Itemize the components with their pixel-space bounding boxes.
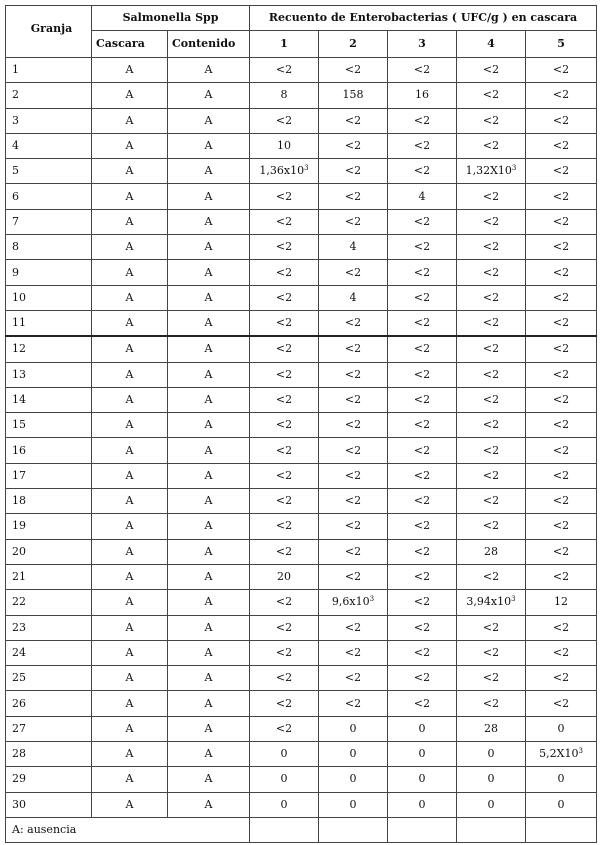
- cascara-cell: A: [92, 387, 168, 412]
- value-cell: <2: [319, 58, 388, 83]
- cascara-cell: A: [92, 489, 168, 514]
- footnote-empty-cell: [388, 817, 457, 842]
- granja-cell: 24: [6, 640, 92, 665]
- value-cell: <2: [319, 438, 388, 463]
- value-cell: <2: [388, 640, 457, 665]
- value-cell: <2: [457, 285, 526, 310]
- value-cell: <2: [250, 108, 319, 133]
- cascara-cell: A: [92, 564, 168, 589]
- footnote-row: [6, 817, 597, 842]
- granja-cell: 10: [6, 285, 92, 310]
- granja-cell: 28: [6, 742, 92, 767]
- contenido-cell: A: [168, 792, 250, 817]
- table-row: [6, 184, 597, 209]
- value-cell: <2: [526, 209, 597, 234]
- value-cell: <2: [526, 108, 597, 133]
- value-cell: <2: [388, 235, 457, 260]
- table-row: [6, 640, 597, 665]
- value-cell: 0: [319, 792, 388, 817]
- granja-cell: 16: [6, 438, 92, 463]
- value-cell: <2: [250, 362, 319, 387]
- value-cell: <2: [457, 83, 526, 108]
- value-cell: <2: [457, 564, 526, 589]
- value-cell: <2: [457, 463, 526, 488]
- table-row: [6, 310, 597, 336]
- value-cell: 158: [319, 83, 388, 108]
- granja-cell: 21: [6, 564, 92, 589]
- value-cell: <2: [319, 413, 388, 438]
- granja-cell: 6: [6, 184, 92, 209]
- contenido-cell: A: [168, 58, 250, 83]
- value-cell: 4: [319, 235, 388, 260]
- table-row: [6, 285, 597, 310]
- contenido-cell: A: [168, 742, 250, 767]
- value-cell: 16: [388, 83, 457, 108]
- table-row: [6, 209, 597, 234]
- value-cell: <2: [526, 413, 597, 438]
- value-cell: <2: [250, 209, 319, 234]
- value-cell: <2: [319, 514, 388, 539]
- value-cell: <2: [319, 691, 388, 716]
- header-row-groups: [6, 6, 597, 31]
- value-cell: <2: [457, 615, 526, 640]
- value-cell: $5,2X10^3$: [526, 742, 597, 767]
- cascara-cell: A: [92, 260, 168, 285]
- value-cell: <2: [457, 336, 526, 362]
- contenido-cell: A: [168, 640, 250, 665]
- value-cell: <2: [388, 260, 457, 285]
- contenido-cell: A: [168, 716, 250, 741]
- contenido-cell: A: [168, 209, 250, 234]
- value-cell: <2: [526, 83, 597, 108]
- cascara-cell: A: [92, 716, 168, 741]
- table-row: [6, 133, 597, 158]
- cascara-cell: A: [92, 792, 168, 817]
- contenido-cell: A: [168, 387, 250, 412]
- table-row: [6, 362, 597, 387]
- granja-cell: 23: [6, 615, 92, 640]
- value-cell: <2: [526, 285, 597, 310]
- value-cell: 0: [526, 716, 597, 741]
- granja-cell: 13: [6, 362, 92, 387]
- value-cell: <2: [457, 387, 526, 412]
- granja-cell: 27: [6, 716, 92, 741]
- value-cell: $9,6x10^3$: [319, 590, 388, 615]
- value-cell: <2: [319, 615, 388, 640]
- value-cell: 0: [457, 767, 526, 792]
- header-col-3: 3: [388, 31, 457, 58]
- value-cell: <2: [388, 615, 457, 640]
- value-cell: <2: [526, 640, 597, 665]
- value-cell: 8: [250, 83, 319, 108]
- value-cell: <2: [388, 590, 457, 615]
- cascara-cell: A: [92, 184, 168, 209]
- header-cascara: Cascara: [92, 31, 168, 58]
- value-cell: <2: [250, 387, 319, 412]
- table-row: [6, 413, 597, 438]
- granja-cell: 8: [6, 235, 92, 260]
- value-cell: <2: [388, 336, 457, 362]
- table-row: [6, 260, 597, 285]
- value-cell: 0: [526, 792, 597, 817]
- table-row: [6, 387, 597, 412]
- header-recuento: Recuento de Enterobacterias ( UFC/g ) en cascara: [250, 6, 597, 31]
- value-cell: <2: [388, 362, 457, 387]
- value-cell: <2: [388, 58, 457, 83]
- table-row: [6, 742, 597, 767]
- header-contenido: Contenido: [168, 31, 250, 58]
- value-cell: <2: [388, 285, 457, 310]
- value-cell: <2: [457, 640, 526, 665]
- value-cell: 0: [250, 742, 319, 767]
- contenido-cell: A: [168, 691, 250, 716]
- value-cell: 0: [388, 716, 457, 741]
- cascara-cell: A: [92, 767, 168, 792]
- value-cell: <2: [250, 691, 319, 716]
- granja-cell: 30: [6, 792, 92, 817]
- value-cell: <2: [388, 564, 457, 589]
- contenido-cell: A: [168, 108, 250, 133]
- granja-cell: 9: [6, 260, 92, 285]
- cascara-cell: A: [92, 438, 168, 463]
- value-cell: <2: [457, 184, 526, 209]
- value-cell: 28: [457, 716, 526, 741]
- table-row: [6, 792, 597, 817]
- value-cell: <2: [457, 514, 526, 539]
- value-cell: <2: [250, 310, 319, 336]
- cascara-cell: A: [92, 413, 168, 438]
- contenido-cell: A: [168, 590, 250, 615]
- value-cell: <2: [319, 489, 388, 514]
- value-cell: 20: [250, 564, 319, 589]
- value-cell: <2: [526, 615, 597, 640]
- value-cell: <2: [388, 463, 457, 488]
- value-cell: $3,94x10^3$: [457, 590, 526, 615]
- table-row: [6, 58, 597, 83]
- cascara-cell: A: [92, 691, 168, 716]
- granja-cell: 19: [6, 514, 92, 539]
- granja-cell: 11: [6, 310, 92, 336]
- value-cell: <2: [388, 691, 457, 716]
- value-cell: <2: [250, 590, 319, 615]
- value-cell: <2: [457, 260, 526, 285]
- contenido-cell: A: [168, 235, 250, 260]
- contenido-cell: A: [168, 564, 250, 589]
- contenido-cell: A: [168, 362, 250, 387]
- value-cell: <2: [319, 564, 388, 589]
- value-cell: <2: [250, 716, 319, 741]
- granja-cell: 2: [6, 83, 92, 108]
- value-cell: <2: [319, 184, 388, 209]
- value-cell: 0: [319, 742, 388, 767]
- value-cell: <2: [388, 159, 457, 184]
- contenido-cell: A: [168, 159, 250, 184]
- cascara-cell: A: [92, 336, 168, 362]
- value-cell: <2: [457, 310, 526, 336]
- value-cell: 0: [250, 767, 319, 792]
- value-cell: <2: [388, 539, 457, 564]
- granja-cell: 18: [6, 489, 92, 514]
- footnote-empty-cell: [457, 817, 526, 842]
- granja-cell: 29: [6, 767, 92, 792]
- value-cell: <2: [250, 235, 319, 260]
- value-cell: <2: [457, 209, 526, 234]
- footnote: A: ausencia: [6, 817, 250, 842]
- value-cell: <2: [388, 310, 457, 336]
- cascara-cell: A: [92, 235, 168, 260]
- contenido-cell: A: [168, 514, 250, 539]
- value-cell: <2: [388, 438, 457, 463]
- granja-cell: 22: [6, 590, 92, 615]
- table-row: [6, 539, 597, 564]
- header-col-4: 4: [457, 31, 526, 58]
- header-col-2: 2: [319, 31, 388, 58]
- value-cell: <2: [526, 463, 597, 488]
- granja-cell: 4: [6, 133, 92, 158]
- value-cell: <2: [319, 310, 388, 336]
- contenido-cell: A: [168, 310, 250, 336]
- table-row: [6, 336, 597, 362]
- value-cell: <2: [526, 260, 597, 285]
- contenido-cell: A: [168, 184, 250, 209]
- value-cell: 28: [457, 539, 526, 564]
- value-cell: 0: [457, 742, 526, 767]
- table-row: [6, 590, 597, 615]
- contenido-cell: A: [168, 260, 250, 285]
- value-cell: <2: [457, 691, 526, 716]
- cascara-cell: A: [92, 108, 168, 133]
- value-cell: <2: [319, 133, 388, 158]
- value-cell: <2: [319, 666, 388, 691]
- table-row: [6, 83, 597, 108]
- granja-cell: 25: [6, 666, 92, 691]
- value-cell: <2: [388, 108, 457, 133]
- value-cell: <2: [526, 159, 597, 184]
- granja-cell: 1: [6, 58, 92, 83]
- results-table: [5, 5, 597, 843]
- contenido-cell: A: [168, 615, 250, 640]
- value-cell: <2: [250, 58, 319, 83]
- footnote-empty-cell: [319, 817, 388, 842]
- granja-cell: 17: [6, 463, 92, 488]
- granja-cell: 7: [6, 209, 92, 234]
- value-cell: <2: [250, 615, 319, 640]
- granja-cell: 5: [6, 159, 92, 184]
- value-cell: <2: [526, 564, 597, 589]
- cascara-cell: A: [92, 514, 168, 539]
- value-cell: 0: [388, 792, 457, 817]
- cascara-cell: A: [92, 615, 168, 640]
- value-cell: <2: [457, 489, 526, 514]
- value-cell: <2: [526, 58, 597, 83]
- cascara-cell: A: [92, 640, 168, 665]
- value-cell: <2: [250, 539, 319, 564]
- value-cell: <2: [457, 58, 526, 83]
- cascara-cell: A: [92, 463, 168, 488]
- footnote-empty-cell: [250, 817, 319, 842]
- value-cell: <2: [526, 691, 597, 716]
- value-cell: <2: [457, 413, 526, 438]
- table-row: [6, 108, 597, 133]
- value-cell: <2: [319, 108, 388, 133]
- table-row: [6, 159, 597, 184]
- value-cell: <2: [526, 666, 597, 691]
- cascara-cell: A: [92, 362, 168, 387]
- value-cell: <2: [319, 336, 388, 362]
- table-row: [6, 463, 597, 488]
- value-cell: <2: [319, 539, 388, 564]
- value-cell: <2: [526, 387, 597, 412]
- value-cell: <2: [388, 133, 457, 158]
- contenido-cell: A: [168, 336, 250, 362]
- value-cell: <2: [526, 362, 597, 387]
- contenido-cell: A: [168, 83, 250, 108]
- footnote-empty-cell: [526, 817, 597, 842]
- contenido-cell: A: [168, 285, 250, 310]
- value-cell: <2: [319, 159, 388, 184]
- contenido-cell: A: [168, 133, 250, 158]
- cascara-cell: A: [92, 83, 168, 108]
- header-salmonella: Salmonella Spp: [92, 6, 250, 31]
- value-cell: <2: [388, 666, 457, 691]
- value-cell: <2: [250, 336, 319, 362]
- value-cell: <2: [319, 362, 388, 387]
- value-cell: 10: [250, 133, 319, 158]
- value-cell: <2: [526, 336, 597, 362]
- value-cell: 4: [388, 184, 457, 209]
- value-cell: 4: [319, 285, 388, 310]
- value-cell: 0: [388, 767, 457, 792]
- value-cell: 0: [319, 767, 388, 792]
- header-granja: Granja: [6, 6, 92, 58]
- table-row: [6, 615, 597, 640]
- value-cell: 0: [526, 767, 597, 792]
- contenido-cell: A: [168, 539, 250, 564]
- table-row: [6, 514, 597, 539]
- value-cell: <2: [250, 666, 319, 691]
- table-row: [6, 666, 597, 691]
- value-cell: <2: [457, 438, 526, 463]
- value-cell: 12: [526, 590, 597, 615]
- cascara-cell: A: [92, 285, 168, 310]
- value-cell: <2: [457, 108, 526, 133]
- cascara-cell: A: [92, 159, 168, 184]
- value-cell: <2: [319, 463, 388, 488]
- value-cell: <2: [388, 514, 457, 539]
- table-row: [6, 564, 597, 589]
- value-cell: <2: [250, 640, 319, 665]
- header-col-5: 5: [526, 31, 597, 58]
- value-cell: <2: [250, 260, 319, 285]
- value-cell: <2: [319, 640, 388, 665]
- cascara-cell: A: [92, 310, 168, 336]
- value-cell: 0: [388, 742, 457, 767]
- value-cell: <2: [526, 133, 597, 158]
- contenido-cell: A: [168, 413, 250, 438]
- value-cell: <2: [250, 463, 319, 488]
- table-row: [6, 489, 597, 514]
- granja-cell: 12: [6, 336, 92, 362]
- table-row: [6, 438, 597, 463]
- value-cell: <2: [250, 489, 319, 514]
- value-cell: <2: [526, 235, 597, 260]
- value-cell: <2: [526, 184, 597, 209]
- cascara-cell: A: [92, 590, 168, 615]
- granja-cell: 26: [6, 691, 92, 716]
- table-container: [5, 5, 597, 843]
- value-cell: <2: [319, 387, 388, 412]
- value-cell: <2: [457, 235, 526, 260]
- value-cell: <2: [250, 285, 319, 310]
- value-cell: <2: [457, 666, 526, 691]
- header-col-1: 1: [250, 31, 319, 58]
- value-cell: <2: [526, 539, 597, 564]
- granja-cell: 14: [6, 387, 92, 412]
- value-cell: <2: [388, 489, 457, 514]
- contenido-cell: A: [168, 666, 250, 691]
- value-cell: 0: [457, 792, 526, 817]
- value-cell: 0: [250, 792, 319, 817]
- value-cell: <2: [457, 133, 526, 158]
- header-row-sub: [6, 31, 597, 58]
- table-row: [6, 235, 597, 260]
- value-cell: $1,36x10^3$: [250, 159, 319, 184]
- table-row: [6, 691, 597, 716]
- cascara-cell: A: [92, 58, 168, 83]
- value-cell: <2: [319, 260, 388, 285]
- granja-cell: 3: [6, 108, 92, 133]
- cascara-cell: A: [92, 209, 168, 234]
- granja-cell: 15: [6, 413, 92, 438]
- value-cell: 0: [319, 716, 388, 741]
- value-cell: <2: [250, 413, 319, 438]
- table-body: [6, 58, 597, 818]
- cascara-cell: A: [92, 666, 168, 691]
- contenido-cell: A: [168, 489, 250, 514]
- table-row: [6, 767, 597, 792]
- value-cell: <2: [526, 438, 597, 463]
- value-cell: <2: [388, 387, 457, 412]
- granja-cell: 20: [6, 539, 92, 564]
- contenido-cell: A: [168, 463, 250, 488]
- cascara-cell: A: [92, 742, 168, 767]
- table-row: [6, 716, 597, 741]
- value-cell: $1,32X10^3$: [457, 159, 526, 184]
- value-cell: <2: [319, 209, 388, 234]
- contenido-cell: A: [168, 767, 250, 792]
- cascara-cell: A: [92, 133, 168, 158]
- value-cell: <2: [388, 209, 457, 234]
- value-cell: <2: [526, 310, 597, 336]
- value-cell: <2: [526, 489, 597, 514]
- value-cell: <2: [250, 514, 319, 539]
- value-cell: <2: [526, 514, 597, 539]
- contenido-cell: A: [168, 438, 250, 463]
- value-cell: <2: [250, 184, 319, 209]
- value-cell: <2: [250, 438, 319, 463]
- value-cell: <2: [457, 362, 526, 387]
- cascara-cell: A: [92, 539, 168, 564]
- value-cell: <2: [388, 413, 457, 438]
